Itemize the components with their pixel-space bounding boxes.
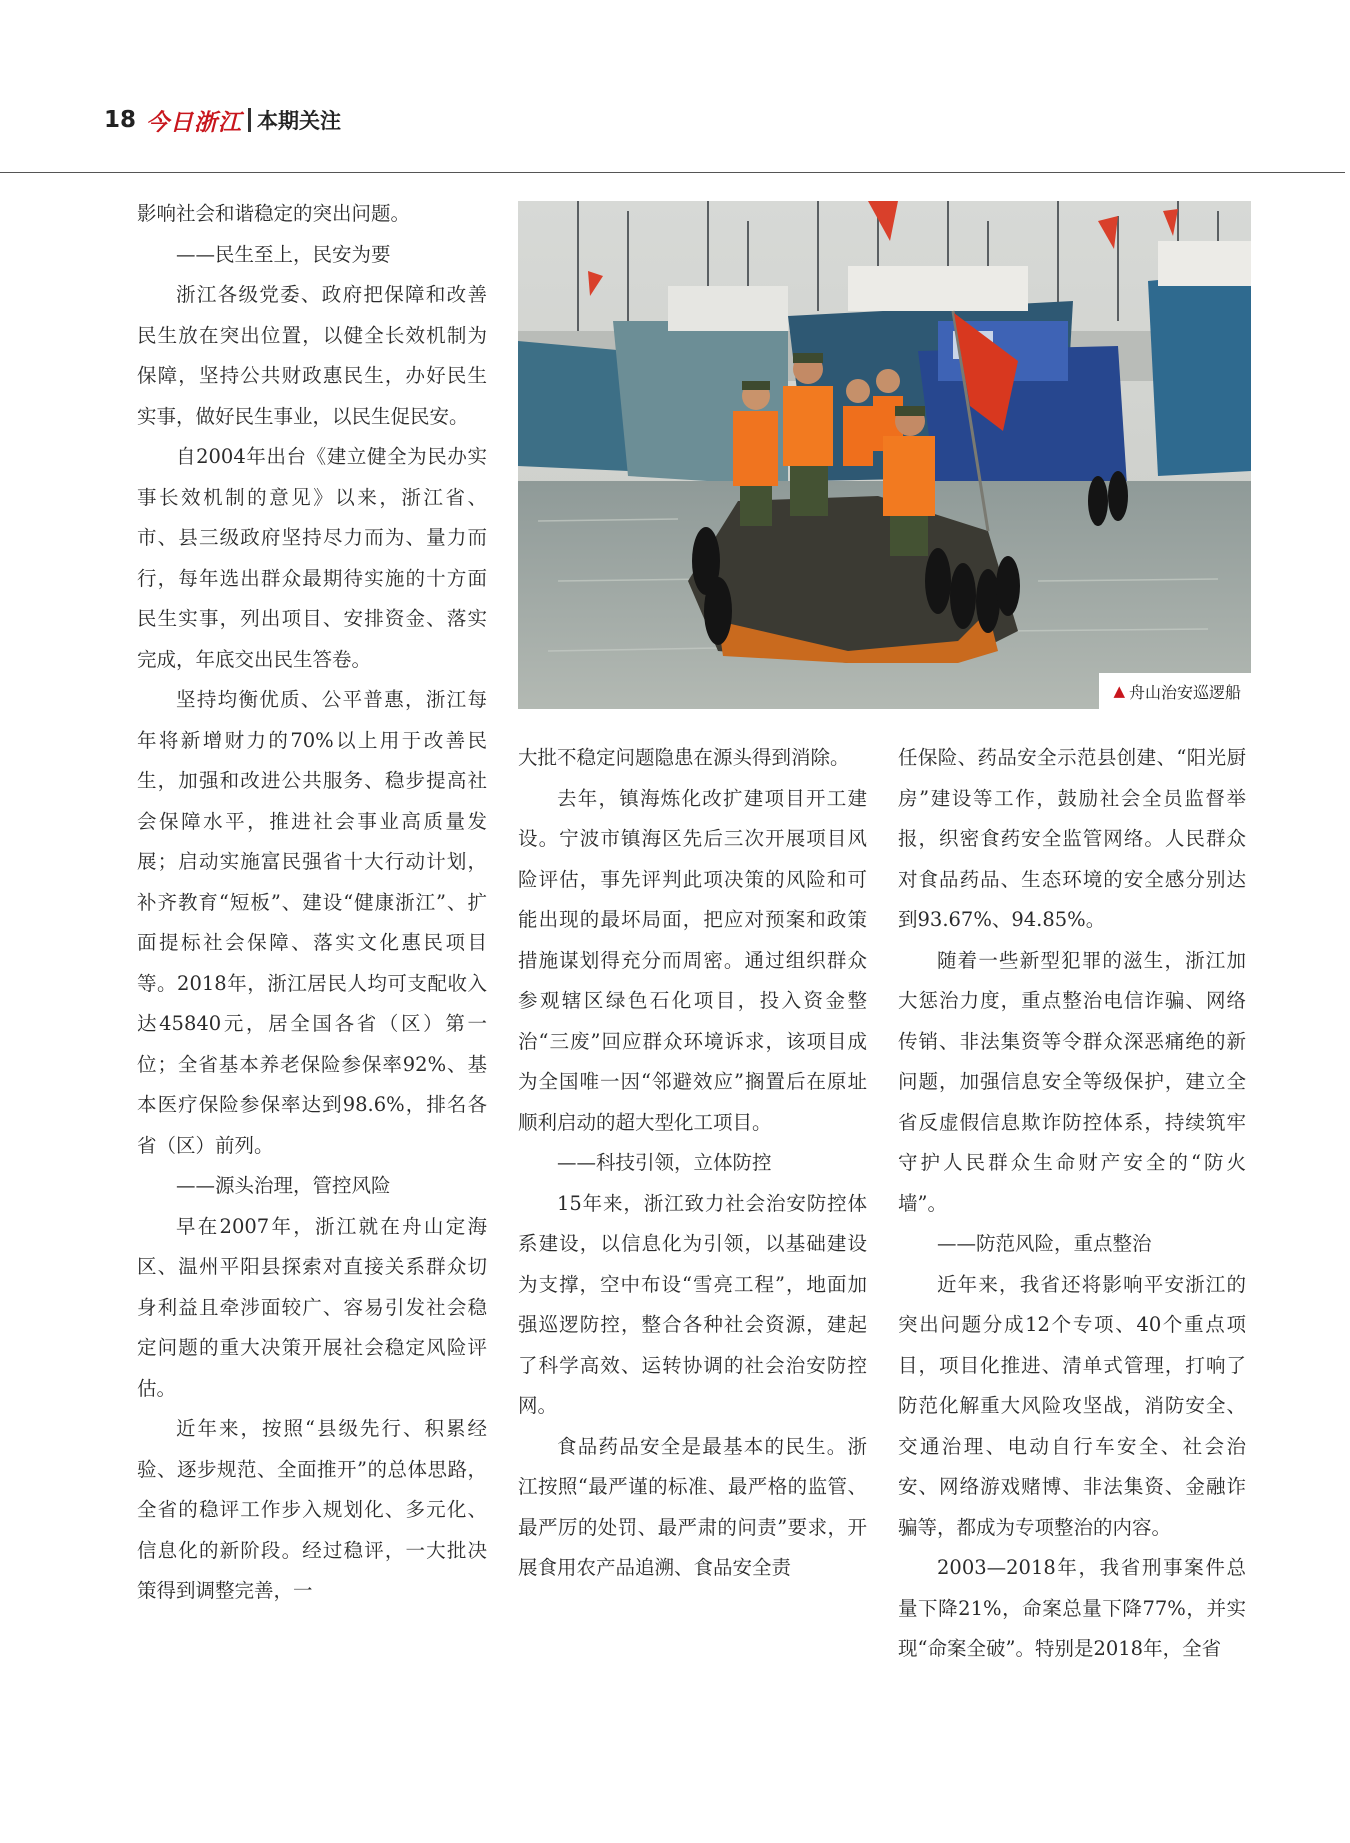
paragraph: 坚持均衡优质、公平普惠，浙江每年将新增财力的70%以上用于改善民生，加强和改进公共服务、稳步提高社会保障水平，推进社会事业高质量发展；启动实施富民强省十大行动计划，补齐教育“短板”、建设“健康浙江”、扩面提标社会保障、落实文化惠民项目等。2018年，浙江居民人均可支配收入达45840元，居全国各省（区）第一位；全省基本养老保险参保率92%、基本医疗保险参保率达到98.6%，排名各省（区）前列。 xyxy=(137,688,487,1157)
paragraph: 早在2007年，浙江就在舟山定海区、温州平阳县探索对直接关系群众切身利益且牵涉面较广、容易引发社会稳定问题的重大决策开展社会稳定风险评估。 xyxy=(137,1214,487,1400)
photo-caption: 舟山治安巡逻船 xyxy=(1128,682,1241,702)
photo-illustration xyxy=(518,201,1251,709)
page-header xyxy=(104,100,341,140)
subheading: ——防范风险，重点整治 xyxy=(937,1232,1152,1255)
section-title: 本期关注 xyxy=(257,109,342,133)
patrol-boat-photo xyxy=(518,201,1251,709)
page-number: 18 xyxy=(104,107,137,133)
paragraph: 去年，镇海炼化改扩建项目开工建设。宁波市镇海区先后三次开展项目风险评估，事先评判此项决策的风险和可能出现的最坏局面，把应对预案和政策措施谋划得充分而周密。通过组织群众参观辖区绿色石化项目，投入资金整治“三废”回应群众环境诉求，该项目成为全国唯一因“邻避效应”搁置后在原址顺利启动的超大型化工项目。 xyxy=(518,786,867,1134)
text-column-1 xyxy=(137,194,487,1612)
text-column-3 xyxy=(898,738,1246,1670)
subheading: ——科技引领，立体防控 xyxy=(557,1151,772,1174)
subheading: ——民生至上，民安为要 xyxy=(176,242,391,266)
paragraph: 浙江各级党委、政府把保障和改善民生放在突出位置，以健全长效机制为保障，坚持公共财政惠民生，办好民生实事，做好民生事业，以民生促民安。 xyxy=(137,283,487,428)
paragraph: 影响社会和谐稳定的突出问题。 xyxy=(137,202,411,225)
paragraph: 自2004年出台《建立健全为民办实事长效机制的意见》以来，浙江省、市、县三级政府坚持尽力而为、量力而行，每年选出群众最期待实施的十方面民生实事，列出项目、安排资金、落实完成，年底交出民生答卷。 xyxy=(137,445,487,671)
paragraph: 15年来，浙江致力社会治安防控体系建设，以信息化为引领，以基础建设为支撑，空中布设“雪亮工程”，地面加强巡逻防控，整合各种社会资源，建起了科学高效、运转协调的社会治安防控网。 xyxy=(518,1191,867,1417)
paragraph: 任保险、药品安全示范县创建、“阳光厨房”建设等工作，鼓励社会全员监督举报，织密食药安全监管网络。人民群众对食品药品、生态环境的安全感分别达到93.67%、94.85%。 xyxy=(898,746,1246,931)
paragraph: 近年来，按照“县级先行、积累经验、逐步规范、全面推开”的总体思路，全省的稳评工作步入规划化、多元化、信息化的新阶段。经过稳评，一大批决策得到调整完善，一 xyxy=(137,1417,487,1602)
photo-caption-box xyxy=(1099,673,1251,709)
paragraph: 随着一些新型犯罪的滋生，浙江加大惩治力度，重点整治电信诈骗、网络传销、非法集资等令群众深恶痛绝的新问题，加强信息安全等级保护，建立全省反虚假信息欺诈防控体系，持续筑牢守护人民群众生命财产安全的“防火墙”。 xyxy=(898,948,1246,1215)
paragraph: 食品药品安全是最基本的民生。浙江按照“最严谨的标准、最严格的监管、最严厉的处罚、最严肃的问责”要求，开展食用农产品追溯、食品安全责 xyxy=(518,1434,867,1579)
magazine-logo: 今日浙江 xyxy=(146,108,243,136)
paragraph: 大批不稳定问题隐患在源头得到消除。 xyxy=(518,746,850,769)
text-column-2 xyxy=(518,738,867,1589)
header-rule xyxy=(0,172,1345,173)
header-divider xyxy=(248,108,251,132)
red-triangle-icon: ▲ xyxy=(1113,682,1125,700)
paragraph: 近年来，我省还将影响平安浙江的突出问题分成12个专项、40个重点项目，项目化推进、清单式管理，打响了防范化解重大风险攻坚战，消防安全、交通治理、电动自行车安全、社会治安、网络游戏赌博、非法集资、金融诈骗等，都成为专项整治的内容。 xyxy=(898,1272,1246,1539)
subheading: ——源头治理，管控风险 xyxy=(176,1174,391,1197)
paragraph: 2003—2018年，我省刑事案件总量下降21%，命案总量下降77%，并实现“命案全破”。特别是2018年，全省 xyxy=(898,1556,1246,1660)
